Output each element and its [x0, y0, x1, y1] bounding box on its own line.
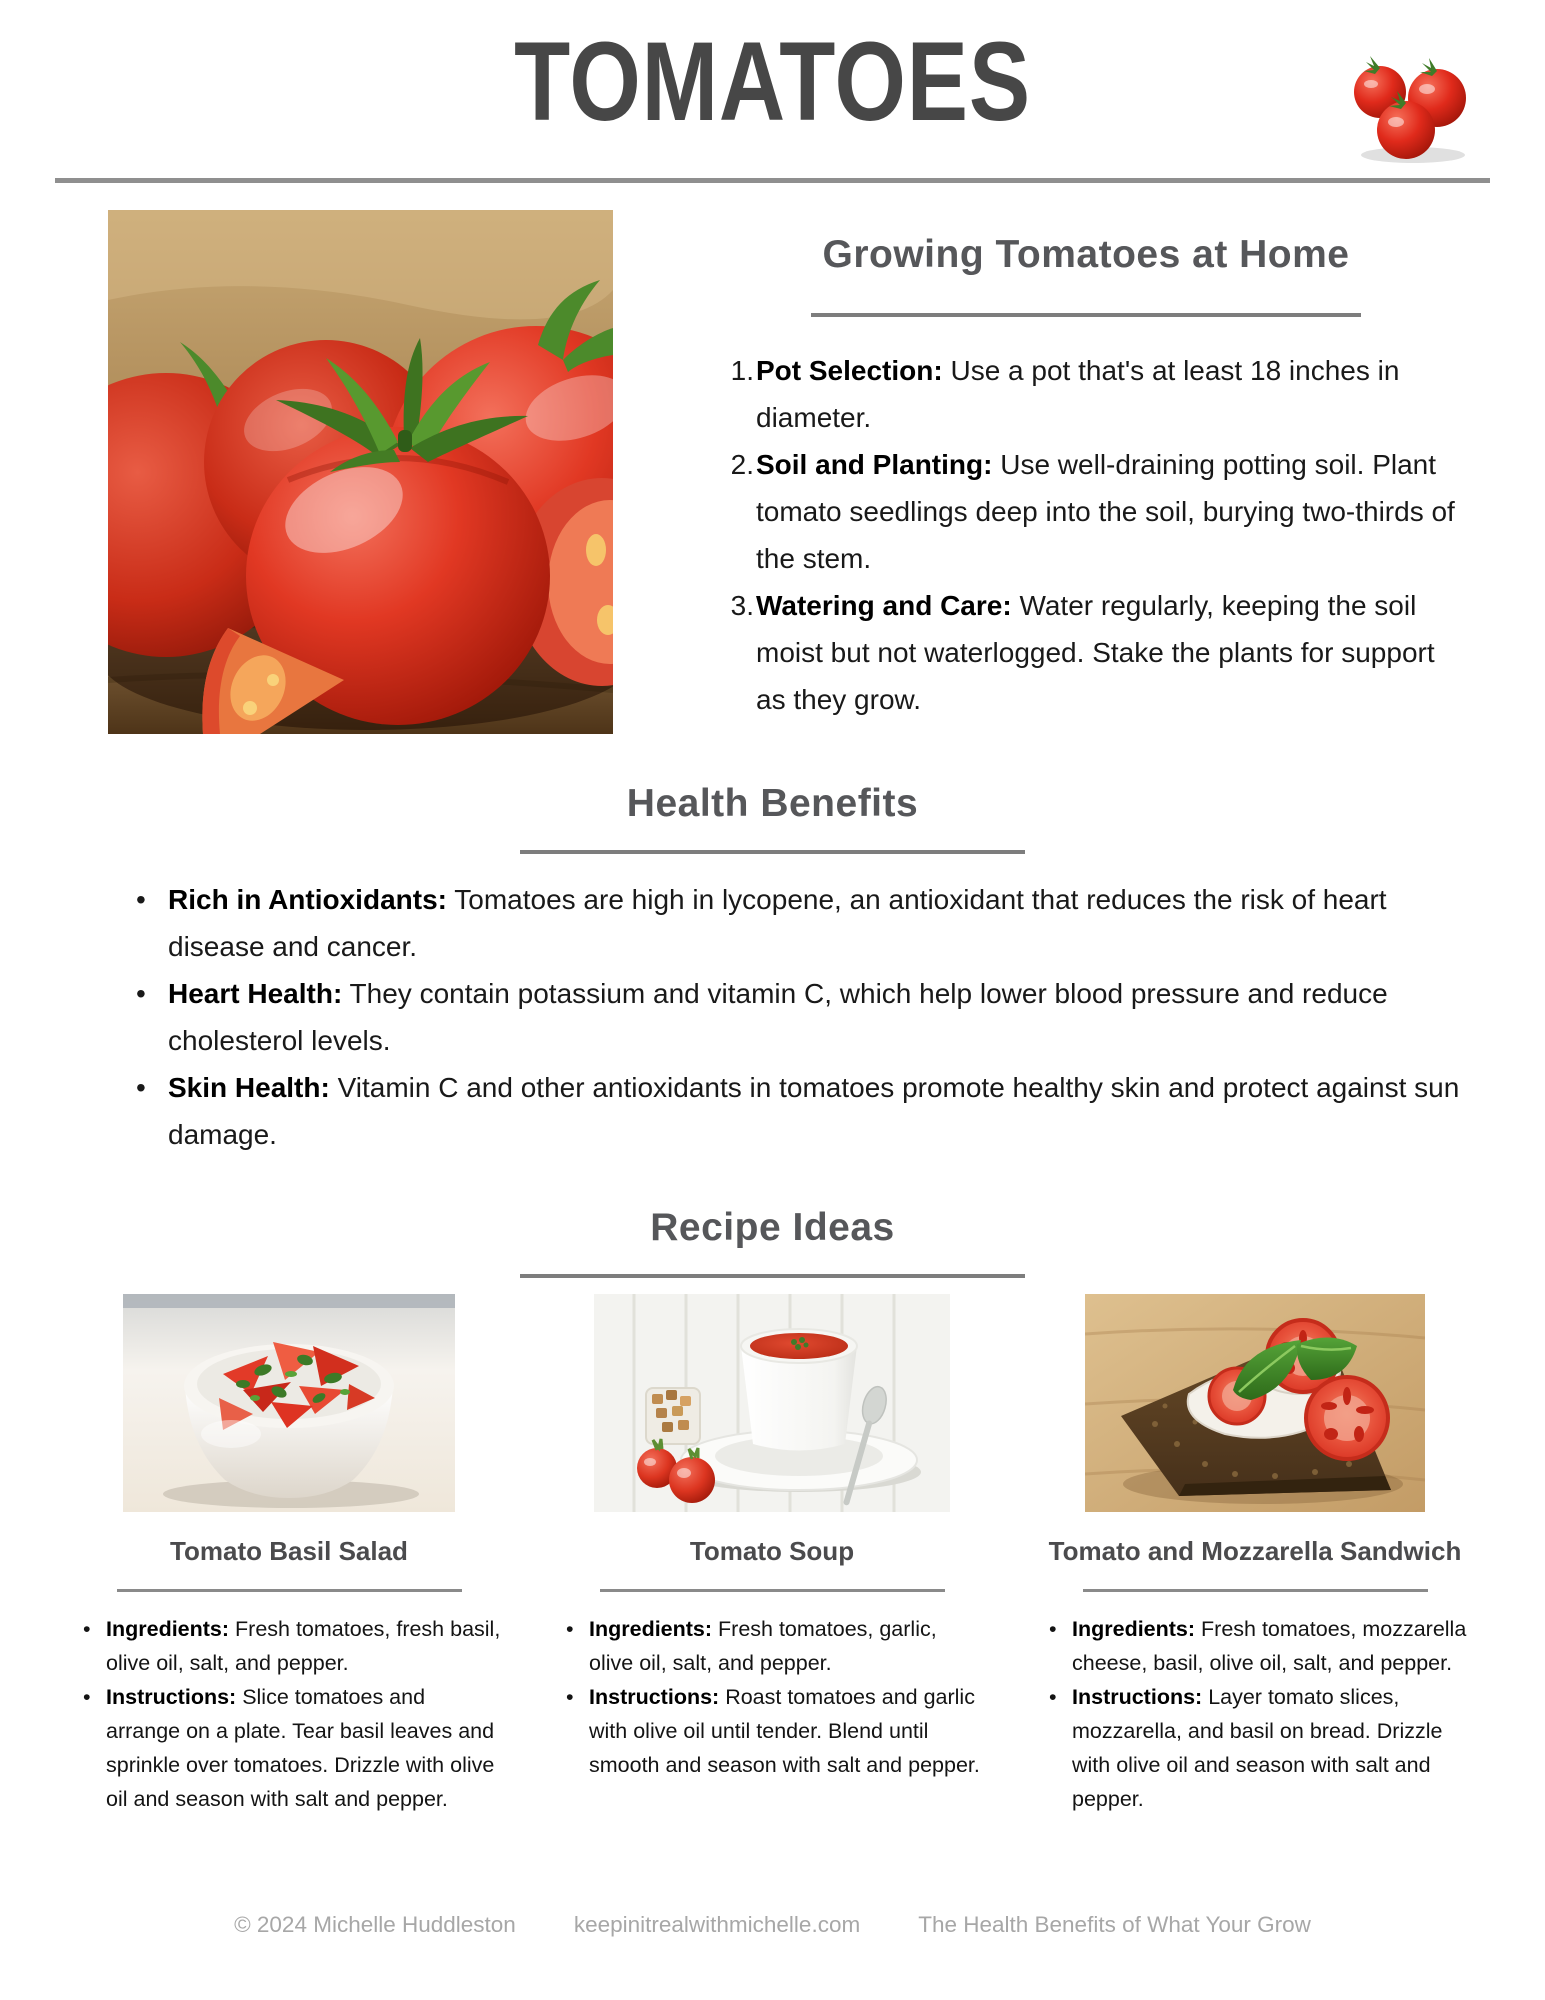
- recipe-list: [1041, 1612, 1469, 1816]
- item-text: Use well-draining potting soil. Plant tomato seedlings deep into the soil, burying two-thirds of the stem.: [756, 449, 1455, 574]
- recipe-divider: [117, 1589, 462, 1592]
- tomato-soup-photo: [594, 1294, 950, 1512]
- tomatoes-icon: [1333, 42, 1483, 167]
- growing-list: [712, 347, 1460, 723]
- ingredients-text: Fresh tomatoes, garlic, olive oil, salt, and pepper.: [589, 1617, 937, 1675]
- health-item: [110, 970, 1475, 1064]
- health-list: [110, 876, 1475, 1158]
- footer-website: keepinitrealwithmichelle.com: [573, 1912, 861, 1937]
- item-text: Water regularly, keeping the soil moist but not waterlogged. Stake the plants for support as they grow.: [756, 590, 1435, 715]
- item-text: Vitamin C and other antioxidants in tomatoes promote healthy skin and protect against sun damage.: [168, 1072, 1460, 1150]
- growing-heading: Growing Tomatoes at Home: [822, 233, 1350, 276]
- instructions-text: Roast tomatoes and garlic with olive oil until tender. Blend until smooth and season with salt and pepper.: [589, 1685, 980, 1777]
- item-number: 3.: [730, 590, 754, 621]
- header-divider: [55, 178, 1490, 183]
- recipe-ingredients: [1041, 1612, 1469, 1680]
- growing-item: [718, 347, 1460, 441]
- instructions-label: Instructions:: [1072, 1685, 1203, 1709]
- recipe-divider: [1083, 1589, 1428, 1592]
- health-heading: Health Benefits: [626, 782, 919, 825]
- item-number: 1.: [730, 355, 754, 386]
- item-number: 2.: [730, 449, 754, 480]
- instructions-label: Instructions:: [106, 1685, 237, 1709]
- header: [0, 0, 1545, 185]
- recipes-heading: Recipe Ideas: [650, 1206, 895, 1249]
- instructions-text: Slice tomatoes and arrange on a plate. Tear basil leaves and sprinkle over tomatoes. Drizzle with olive oil and season with salt and pepper.: [106, 1685, 495, 1811]
- tomato-basil-salad-photo: [123, 1294, 455, 1512]
- item-label: Watering and Care:: [756, 590, 1012, 621]
- item-text: Tomatoes are high in lycopene, an antioxidant that reduces the risk of heart disease and cancer.: [168, 884, 1387, 962]
- recipe-card-tomato-basil-salad: [75, 1294, 503, 1816]
- recipe-title: Tomato Soup: [689, 1536, 855, 1566]
- tomato-slice: [1306, 1377, 1388, 1459]
- recipe-cards: [0, 1278, 1545, 1816]
- growing-divider: [811, 313, 1361, 317]
- recipe-divider: [600, 1589, 945, 1592]
- health-divider: [520, 850, 1025, 854]
- item-text: Use a pot that's at least 18 inches in diameter.: [756, 355, 1400, 433]
- recipe-card-tomato-mozzarella-sandwich: [1041, 1294, 1469, 1816]
- health-item: [110, 876, 1475, 970]
- recipe-instructions: [558, 1680, 986, 1782]
- recipe-ingredients: [75, 1612, 503, 1680]
- cherry-tomato: [669, 1457, 715, 1503]
- growing-item: [718, 582, 1460, 723]
- instructions-text: Layer tomato slices, mozzarella, and basil on bread. Drizzle with olive oil and season with salt and pepper.: [1072, 1685, 1443, 1811]
- growing-section: [0, 185, 1545, 740]
- item-label: Heart Health:: [168, 978, 343, 1009]
- item-text: They contain potassium and vitamin C, which help lower blood pressure and reduce cholesterol levels.: [168, 978, 1388, 1056]
- footer: [0, 1912, 1545, 1938]
- instructions-label: Instructions:: [589, 1685, 720, 1709]
- recipes-section: [0, 1206, 1545, 1816]
- tomatoes-photo: [108, 210, 613, 734]
- health-section: [0, 782, 1545, 1158]
- tomato-mozzarella-sandwich-photo: [1085, 1294, 1425, 1512]
- item-label: Skin Health:: [168, 1072, 330, 1103]
- recipe-instructions: [1041, 1680, 1469, 1816]
- item-label: Rich in Antioxidants:: [168, 884, 447, 915]
- item-label: Pot Selection:: [756, 355, 943, 386]
- page-title: TOMATOES: [514, 19, 1031, 144]
- item-label: Soil and Planting:: [756, 449, 993, 480]
- ingredients-label: Ingredients:: [1072, 1617, 1196, 1641]
- ingredients-text: Fresh tomatoes, mozzarella cheese, basil, olive oil, salt, and pepper.: [1072, 1617, 1467, 1675]
- ingredients-label: Ingredients:: [106, 1617, 230, 1641]
- growing-item: [718, 441, 1460, 582]
- ingredients-label: Ingredients:: [589, 1617, 713, 1641]
- recipe-card-tomato-soup: [558, 1294, 986, 1816]
- footer-copyright: © 2024 Michelle Huddleston: [234, 1912, 516, 1937]
- footer-tagline: The Health Benefits of What Your Grow: [918, 1912, 1311, 1937]
- recipe-ingredients: [558, 1612, 986, 1680]
- recipe-list: [558, 1612, 986, 1782]
- growing-column: [712, 233, 1460, 723]
- recipe-list: [75, 1612, 503, 1816]
- recipe-title: Tomato and Mozzarella Sandwich: [1048, 1536, 1462, 1566]
- recipe-instructions: [75, 1680, 503, 1816]
- health-item: [110, 1064, 1475, 1158]
- ingredients-text: Fresh tomatoes, fresh basil, olive oil, salt, and pepper.: [106, 1617, 501, 1675]
- recipe-title: Tomato Basil Salad: [170, 1536, 408, 1566]
